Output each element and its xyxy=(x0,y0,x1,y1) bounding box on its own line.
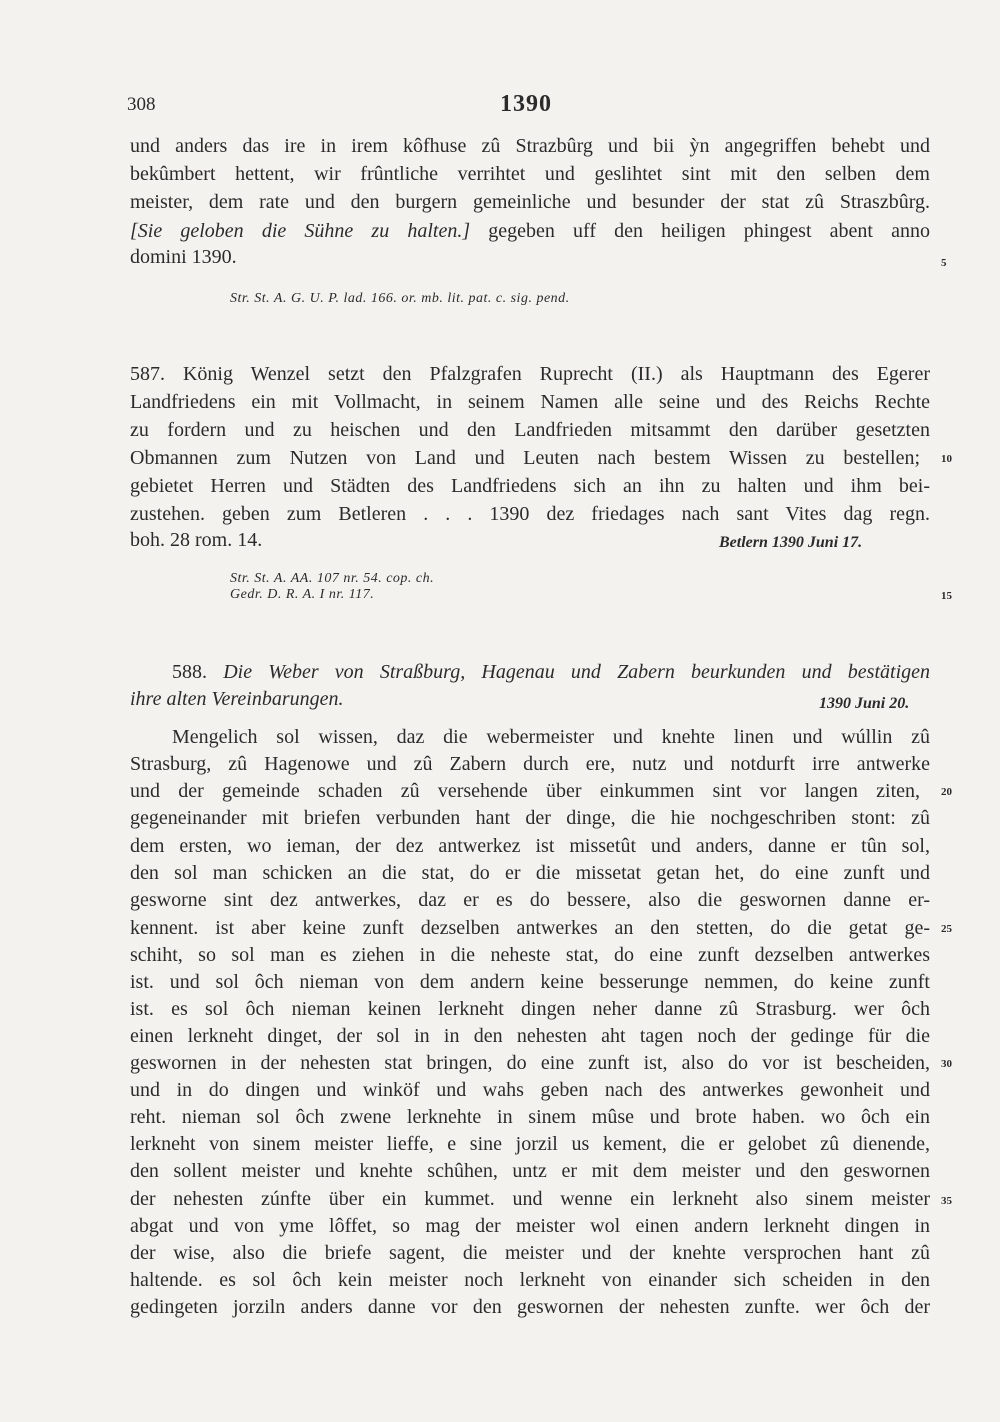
regest-line: 587. König Wenzel setzt den Pfalzgrafen Ruprecht (II.) als Hauptmann des Egerer xyxy=(130,363,930,385)
text-line: gegeneinander mit briefen verbunden hant der dinge, die hie nochgeschriben stont: zû xyxy=(130,807,930,829)
text-line: einen lerkneht dinget, der sol in in den nehesten aht tagen noch der gedinge für die xyxy=(130,1025,930,1047)
text-line xyxy=(130,219,930,243)
source-citation: Str. St. A. AA. 107 nr. 54. cop. ch. xyxy=(230,571,435,586)
text-line: domini 1390. xyxy=(130,246,237,268)
text-line: Mengelich sol wissen, daz die webermeister und knehte linen und wúllin zû xyxy=(172,726,930,748)
document-date: 1390 Juni 20. xyxy=(819,695,910,712)
text-line: geswornen in der nehesten stat bringen, do eine zunft ist, also do vor ist bescheiden, xyxy=(130,1052,930,1074)
regest-line: zu fordern und zu heischen und den Landfrieden mitsammt den darüber gesetzten xyxy=(130,419,930,441)
margin-line-number: 35 xyxy=(941,1195,952,1207)
document-date: Betlern 1390 Juni 17. xyxy=(719,534,863,551)
regest-line: boh. 28 rom. 14. xyxy=(130,529,263,551)
margin-line-number: 10 xyxy=(941,453,952,465)
text-line: der nehesten zúnfte über ein kummet. und wenne ein lerkneht also sinem meister xyxy=(130,1188,930,1210)
document-number: 588. xyxy=(172,661,207,683)
margin-line-number: 15 xyxy=(941,590,952,602)
text-line: haltende. es sol ôch kein meister noch lerkneht von einander sich scheiden in den xyxy=(130,1269,930,1291)
source-citation: Str. St. A. G. U. P. lad. 166. or. mb. lit. pat. c. sig. pend. xyxy=(230,291,570,306)
text-line: der wise, also die briefe sagent, die meister und der knehte versprochen hant zû xyxy=(130,1242,930,1264)
text-line: schiht, so sol man es ziehen in die neheste stat, do eine zunft dezselben antwerkes xyxy=(130,944,930,966)
text-line: und der gemeinde schaden zû versehende über einkummen sint vor langen ziten, xyxy=(130,780,920,802)
text-line: kennent. ist aber keine zunft dezselben antwerkes an den stetten, do die getat ge- xyxy=(130,917,930,939)
regest-line: zustehen. geben zum Betleren . . . 1390 dez friedages nach sant Vites dag regn. xyxy=(130,503,930,525)
margin-line-number: 5 xyxy=(941,257,947,269)
text-line: abgat und von yme lôffet, so mag der meister wol einen andern lerkneht dingen in xyxy=(130,1215,930,1237)
margin-line-number: 25 xyxy=(941,923,952,935)
text-line: ist. es sol ôch nieman keinen lerkneht dingen neher danne zû Strasburg. wer ôch xyxy=(130,998,930,1020)
text-line: gedingeten jorziln anders danne vor den geswornen der nehesten zunfte. wer ôch der xyxy=(130,1296,930,1318)
running-head-year: 1390 xyxy=(500,91,552,117)
margin-line-number: 30 xyxy=(941,1058,952,1070)
text-line: Strasburg, zû Hagenowe und zû Zabern durch ere, nutz und notdurft irre antwerke xyxy=(130,753,930,775)
margin-line-number: 20 xyxy=(941,786,952,798)
text-line: reht. nieman sol ôch zwene lerknehte in sinem mûse und brote haben. wo ôch ein xyxy=(130,1106,930,1128)
regest-line: Obmannen zum Nutzen von Land und Leuten nach bestem Wissen zu bestellen; xyxy=(130,447,920,469)
text-line: lerkneht von sinem meister lieffe, e sine jorzil us kement, die er gelobet zû dienende, xyxy=(130,1133,930,1155)
text-line: dem ersten, wo ieman, der dez antwerkez ist missetût und anders, danne er tûn sol, xyxy=(130,835,930,857)
document-title: Die Weber von Straßburg, Hagenau und Zabern beurkunden und bestätigen xyxy=(223,661,930,683)
text-line: gesworne sint dez antwerkes, daz er es do bessere, also die geswornen danne er- xyxy=(130,889,930,911)
text-line: und anders das ire in irem kôfhuse zû Strazbûrg und bii ỳn angegriffen behebt und xyxy=(130,135,930,157)
document-title-cont: ihre alten Vereinbarungen. xyxy=(130,688,344,710)
regest-line: gebietet Herren und Städten des Landfriedens sich an ihn zu halten und ihm bei- xyxy=(130,475,930,497)
text-fragment: gegeben uff den heiligen phingest abent anno xyxy=(488,220,930,242)
document-heading xyxy=(172,660,930,684)
source-citation: Gedr. D. R. A. I nr. 117. xyxy=(230,587,375,602)
text-line: ist. und sol ôch nieman von dem andern keine besserunge nemmen, do keine zunft xyxy=(130,971,930,993)
text-line: und in do dingen und winköf und wahs geben nach des antwerkes gewonheit und xyxy=(130,1079,930,1101)
page-number: 308 xyxy=(127,94,156,115)
text-line: bekûmbert hettent, wir frûntliche verrihtet und geslihtet sint mit den selben dem xyxy=(130,163,930,185)
text-line: den sol man schicken an die stat, do er die missetat getan het, do eine zunft und xyxy=(130,862,930,884)
editorial-note: [Sie geloben die Sühne zu halten.] xyxy=(130,220,471,242)
regest-line: Landfriedens ein mit Vollmacht, in seinem Namen alle seine und des Reichs Rechte xyxy=(130,391,930,413)
text-line: den sollent meister und knehte schûhen, untz er mit dem meister und den geswornen xyxy=(130,1160,930,1182)
text-line: meister, dem rate und den burgern gemeinliche und besunder der stat zû Straszbûrg. xyxy=(130,191,930,213)
